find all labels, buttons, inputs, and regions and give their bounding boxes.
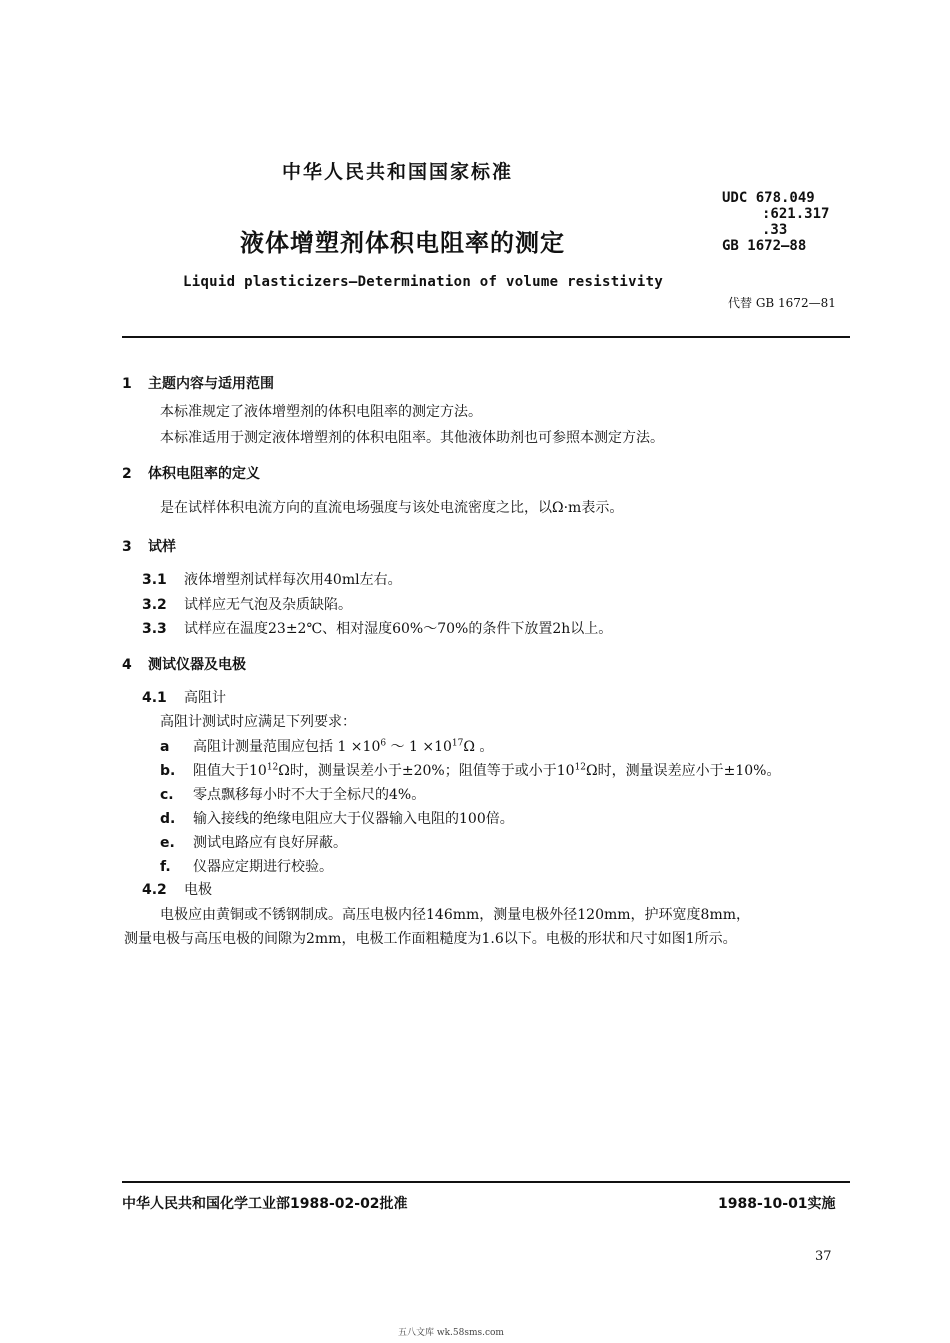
requirement-text: 零点飘移每小时不大于全标尺的4%。 <box>193 787 426 803</box>
section-1-paragraph-1: 本标准规定了液体增塑剂的体积电阻率的测定方法。 <box>160 404 482 420</box>
requirement-a <box>160 738 493 756</box>
section-number: 2 <box>122 466 132 482</box>
section-4-1-intro: 高阻计测试时应满足下列要求： <box>160 714 356 730</box>
item-text: 试样应无气泡及杂质缺陷。 <box>184 597 352 613</box>
section-4-2-paragraph-line-1: 电极应由黄铜或不锈钢制成。高压电极内径146mm，测量电极外径120mm，护环宽度8mm， <box>160 907 751 923</box>
section-3-item-1 <box>142 571 402 589</box>
requirement-text: 阻值大于$10^{12}\Omega$时，测量误差小于±20%；阻值等于或小于$10^{12}\Omega$时，测量误差应小于±10%。 <box>193 762 781 779</box>
implementation-date: 1988-10-01实施 <box>718 1196 836 1212</box>
section-title: 试样 <box>148 539 176 555</box>
udc-line-3: .33 <box>762 222 788 238</box>
section-3-item-2 <box>142 596 352 614</box>
subsection-number: 4.1 <box>142 690 167 706</box>
section-4-2-paragraph-line-2: 测量电极与高压电极的间隙为2mm，电极工作面粗糙度为1.6以下。电极的形状和尺寸如图1所示。 <box>124 931 737 947</box>
subsection-title: 高阻计 <box>184 690 226 706</box>
requirement-e <box>160 834 347 852</box>
section-3-item-3 <box>142 620 612 638</box>
section-2-heading <box>122 465 260 483</box>
requirement-f <box>160 858 333 876</box>
section-title: 体积电阻率的定义 <box>148 466 260 482</box>
item-number: 3.3 <box>142 621 167 637</box>
requirement-text: 仪器应定期进行校验。 <box>193 859 333 875</box>
section-title: 测试仪器及电极 <box>148 657 246 673</box>
replaces-standard: 代替 GB 1672—81 <box>728 296 836 310</box>
section-2-paragraph-1: 是在试样体积电流方向的直流电场强度与该处电流密度之比，以Ω·m表示。 <box>160 500 624 516</box>
section-number: 3 <box>122 539 132 555</box>
requirement-d <box>160 810 514 828</box>
watermark-text: 五八文库 wk.58sms.com <box>398 1328 504 1338</box>
document-title-cn: 液体增塑剂体积电阻率的测定 <box>240 229 565 257</box>
requirement-text: 测试电路应有良好屏蔽。 <box>193 835 347 851</box>
section-1-heading <box>122 375 274 393</box>
requirement-c <box>160 786 425 804</box>
document-title-en: Liquid plasticizers—Determination of volume resistivity <box>183 274 664 290</box>
section-title: 主题内容与适用范围 <box>148 376 274 392</box>
subsection-title: 电极 <box>184 882 212 898</box>
header-rule <box>122 336 850 338</box>
list-label: d. <box>160 811 176 827</box>
udc-code <box>722 190 829 254</box>
footer-rule <box>122 1181 850 1183</box>
list-label: b. <box>160 763 176 779</box>
section-4-heading <box>122 656 246 674</box>
udc-line-2: :621.317 <box>762 206 830 222</box>
section-number: 1 <box>122 376 132 392</box>
item-number: 3.2 <box>142 597 167 613</box>
list-label: c. <box>160 787 174 803</box>
gb-code: GB 1672—88 <box>722 238 807 254</box>
requirement-text: 高阻计测量范围应包括 $1 \times 10^6$ ～ $1 \times 10^{17}\Omega$ 。 <box>193 738 494 755</box>
list-label: a <box>160 739 170 755</box>
requirement-b <box>160 762 780 780</box>
item-number: 3.1 <box>142 572 167 588</box>
udc-line-1: UDC 678.049 <box>722 190 815 206</box>
requirement-text: 输入接线的绝缘电阻应大于仪器输入电阻的100倍。 <box>193 811 514 827</box>
approval-statement: 中华人民共和国化学工业部1988-02-02批准 <box>122 1196 408 1212</box>
page-number: 37 <box>815 1249 832 1264</box>
national-standard-heading: 中华人民共和国国家标准 <box>282 161 514 183</box>
list-label: f. <box>160 859 171 875</box>
section-4-1-heading <box>142 689 226 707</box>
subsection-number: 4.2 <box>142 882 167 898</box>
list-label: e. <box>160 835 175 851</box>
section-1-paragraph-2: 本标准适用于测定液体增塑剂的体积电阻率。其他液体助剂也可参照本测定方法。 <box>160 430 664 446</box>
item-text: 液体增塑剂试样每次用40ml左右。 <box>184 572 402 588</box>
item-text: 试样应在温度23±2℃、相对湿度60%～70%的条件下放置2h以上。 <box>184 621 613 637</box>
section-4-2-heading <box>142 881 212 899</box>
section-3-heading <box>122 538 176 556</box>
section-number: 4 <box>122 657 132 673</box>
